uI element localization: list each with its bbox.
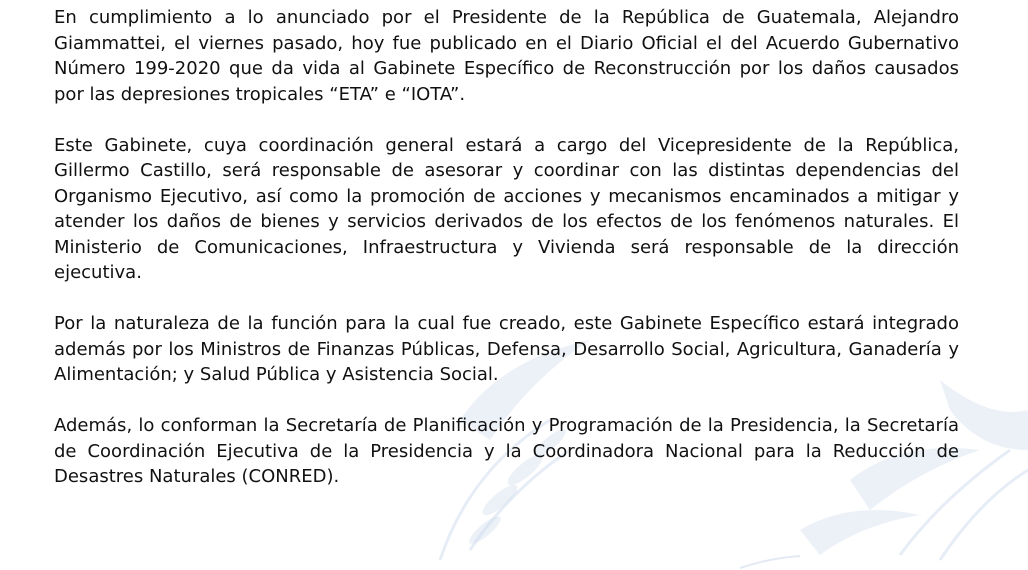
paragraph-4: Además, lo conforman la Secretaría de Planificación y Programación de la Presidencia, la Secretaría de Coordinación Ejecutiva de la Presidencia y la Coordinadora Nacional para la Reducción de Desastres Naturales (CONRED). bbox=[54, 415, 959, 487]
paragraph-2: Este Gabinete, cuya coordinación general estará a cargo del Vicepresidente de la República, Gillermo Castillo, será responsable de asesorar y coordinar con las distintas dependencias del Organismo Ejecutivo, así como la promoción de acciones y mecanismos encaminados a mitigar y atender los daños de bienes y servicios derivados de los efectos de los fenómenos naturales. El Ministerio de Comunicaciones, Infraestructura y Vivienda será responsable de la dirección ejecutiva. bbox=[54, 134, 959, 283]
document-body bbox=[54, 5, 959, 490]
paragraph-3: Por la naturaleza de la función para la cual fue creado, este Gabinete Específico estará integrado además por los Ministros de Finanzas Públicas, Defensa, Desarrollo Social, Agricultura, Ganadería y Alimentación; y Salud Pública y Asistencia Social. bbox=[54, 313, 959, 385]
paragraph-1: En cumplimiento a lo anunciado por el Presidente de la República de Guatemala, Alejandro Giammattei, el viernes pasado, hoy fue publicado en el Diario Oficial el del Acuerdo Gubernativo Número 199-2020 que da vida al Gabinete Específico de Reconstrucción por los daños causados por las depresiones tropicales “ETA” e “IOTA”. bbox=[54, 7, 959, 105]
